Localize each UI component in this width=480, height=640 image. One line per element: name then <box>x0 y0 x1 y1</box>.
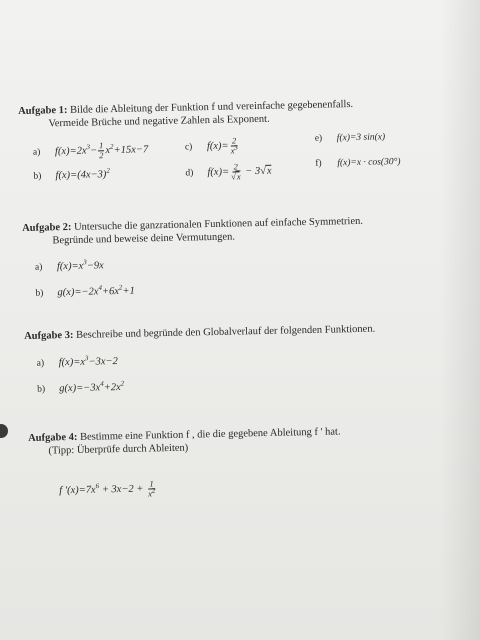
task-1-line2: Vermeide Brüche und negative Zahlen als Exponent. <box>48 113 270 130</box>
task-1-line1: Bilde die Ableitung der Funktion f und vereinfache gegebenenfalls. <box>69 98 354 116</box>
task-4-line2: (Tipp: Überprüfe durch Ableiten) <box>48 442 189 457</box>
task-3 <box>24 321 445 400</box>
task-4-title: Aufgabe 4: <box>28 431 78 444</box>
task-2b: b) $g(x)=-2x^4+6x^2+1$ <box>35 283 135 299</box>
task-4-line1: Bestimme eine Funktion f , die die gegebene Ableitung f ' hat. <box>79 426 341 443</box>
task-3-title: Aufgabe 3: <box>24 329 74 342</box>
task-1-title: Aufgabe 1: <box>18 104 68 117</box>
task-2-line1: Untersuche die ganzrationalen Funktionen auf einfache Symmetrien. <box>73 215 364 233</box>
task-2-title: Aufgabe 2: <box>22 221 72 234</box>
task-2-line2: Begründe und beweise deine Vermutungen. <box>52 231 236 247</box>
task-3-line1: Beschreibe und begründe den Globalverlauf der folgenden Funktionen. <box>75 323 376 341</box>
task-2 <box>22 213 444 302</box>
task-4-expression: f '$(x)=7x^6 + 3x-2$ + $\frac{1}{x^2}$ <box>59 478 156 499</box>
task-1e: e) f(x)=3 sin(x) <box>314 132 386 144</box>
task-1d: d) f(x)= $\frac{2}{√x}$ − 3√x <box>185 161 272 182</box>
task-1a: a) $f(x)=2x^3-$ $\frac{1}{2}$ $x^2+15x-7$ <box>32 140 149 161</box>
task-1 <box>18 96 460 195</box>
task-3a: a) $f(x)=x^3-3x-2$ <box>36 354 118 369</box>
task-4 <box>28 423 450 512</box>
task-1f: f) f(x)=x · cos(30°) <box>315 157 401 169</box>
task-1c: c) f(x)= $\frac{2}{x^3}$ <box>184 135 238 156</box>
task-2a: a) $f(x)=x^3-9x$ <box>34 258 104 273</box>
task-3b: b) $g(x)=-3x^4+2x^2$ <box>37 379 125 395</box>
task-1b: b) $f(x)=(4x-3)^2$ <box>33 166 110 182</box>
